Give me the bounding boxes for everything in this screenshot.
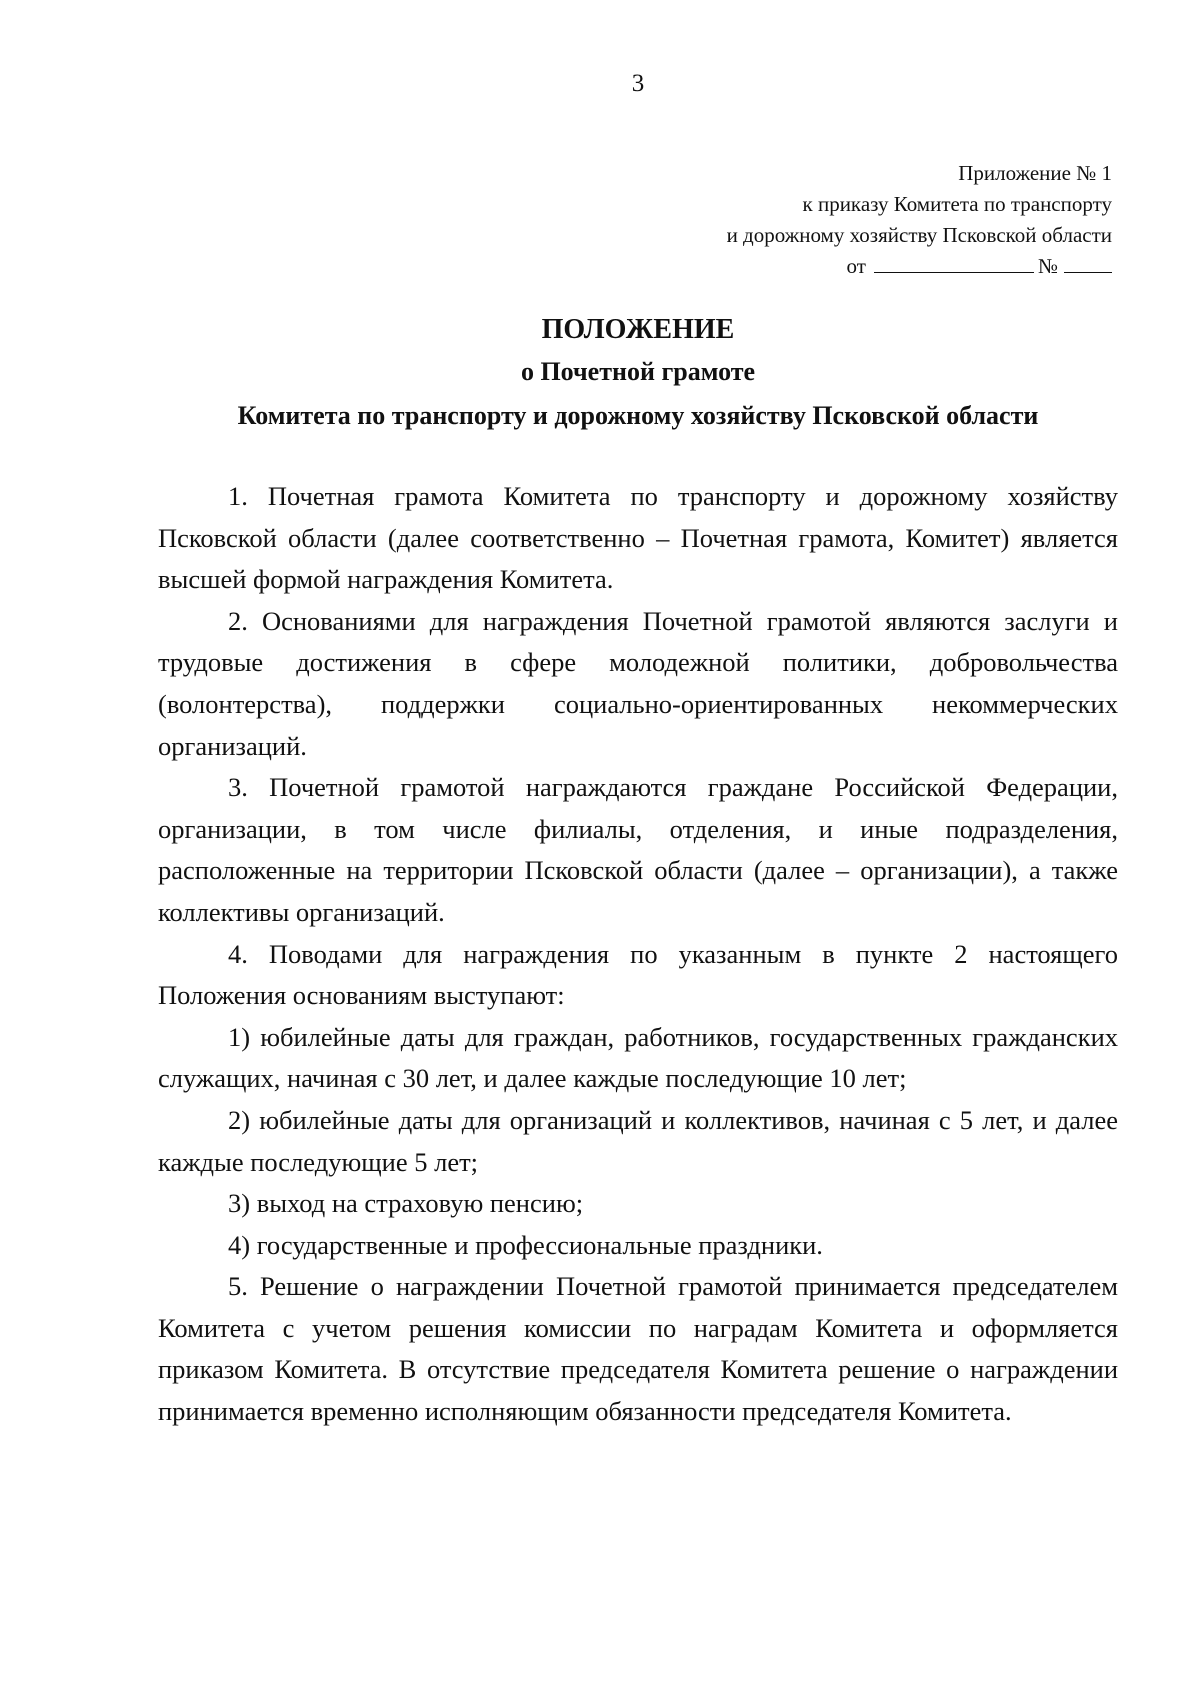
document-heading — [0, 310, 1200, 438]
appendix-date-number — [727, 251, 1112, 282]
paragraph-4: 4. Поводами для награждения по указанным в пункте 2 настоящего Положения основаниям выступают: — [158, 938, 1118, 1011]
list-item-3: 3) выход на страховую пенсию; — [228, 1188, 584, 1219]
paragraph-5: 5. Решение о награждении Почетной грамотой принимается председателем Комитета с учетом решения комиссии по наградам Комитета и оформляется приказом Комитета. В отсутствие председателя Комитета решение о награждении принимается временно исполняющим обязанности председателя Комитета. — [158, 1271, 1118, 1427]
page-number: 3 — [631, 70, 645, 97]
list-item-1: 1) юбилейные даты для граждан, работников, государственных гражданских служащих, начиная с 30 лет, и далее каждые последующие 10 лет; — [158, 1021, 1118, 1094]
document-subtitle-committee: Комитета по транспорту и дорожному хозяйству Псковской области — [237, 401, 1039, 430]
appendix-order-ref: к приказу Комитета по транспорту — [802, 192, 1112, 216]
paragraph-2: 2. Основаниями для награждения Почетной грамотой являются заслуги и трудовые достижения в сфере молодежной политики, добровольчества (волонтерства), поддержки социально-ориентированных некоммерческих организаций. — [158, 605, 1118, 761]
document-title: ПОЛОЖЕНИЕ — [541, 314, 735, 345]
paragraph-3: 3. Почетной грамотой награждаются граждане Российской Федерации, организации, в том числе филиалы, отделения, и иные подразделения, расположенные на территории Псковской области (далее – организации), а также коллективы организаций. — [158, 772, 1118, 927]
appendix-title: Приложение № 1 — [958, 161, 1112, 185]
document-body — [158, 476, 1118, 1433]
number-blank — [1064, 252, 1112, 273]
paragraph-1: 1. Почетная грамота Комитета по транспорту и дорожному хозяйству Псковской области (далее соответственно – Почетная грамота, Комитет) является высшей формой награждения Комитета. — [158, 481, 1118, 595]
appendix-order-ref-cont: и дорожному хозяйству Псковской области — [726, 223, 1112, 247]
list-item-2: 2) юбилейные даты для организаций и коллективов, начиная с 5 лет, и далее каждые последующие 5 лет; — [158, 1104, 1118, 1177]
list-item-4: 4) государственные и профессиональные праздники. — [228, 1229, 823, 1260]
number-prefix: № — [1037, 254, 1058, 278]
appendix-block — [727, 158, 1112, 282]
date-prefix: от — [846, 254, 866, 278]
document-subtitle: о Почетной грамоте — [520, 357, 756, 386]
date-blank — [874, 252, 1034, 273]
